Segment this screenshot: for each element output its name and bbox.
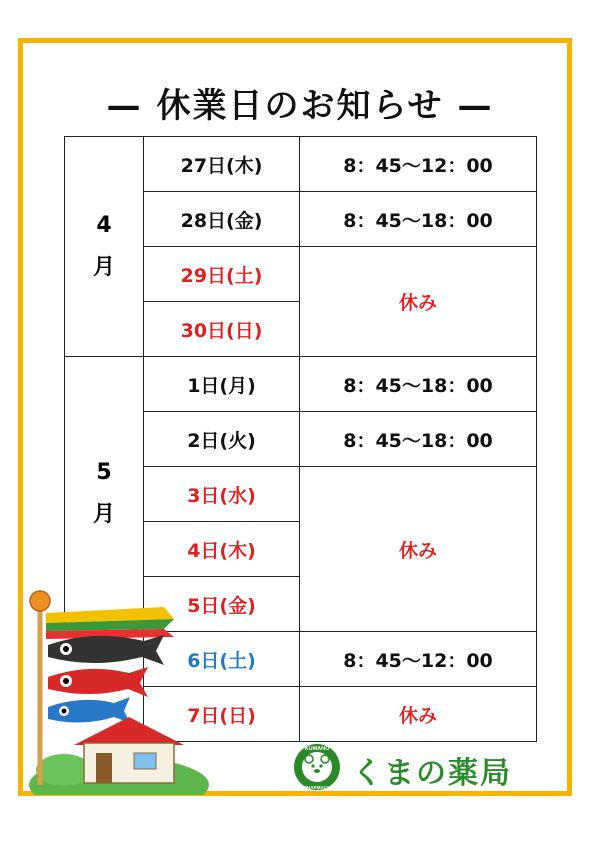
hours-cell: 8：45〜18：00 xyxy=(300,357,537,412)
koinobori-decoration-icon xyxy=(24,585,224,795)
title-dash-right: — xyxy=(457,86,494,126)
day-cell: 5日(金) xyxy=(144,577,300,632)
hours-cell: 8：45〜18：00 xyxy=(300,412,537,467)
day-cell: 30日(日) xyxy=(144,302,300,357)
day-cell: 27日(木) xyxy=(144,137,300,192)
logo-ring-top: KUMANO xyxy=(304,746,330,752)
closed-cell: 休み xyxy=(300,247,537,357)
table-row xyxy=(65,137,537,192)
day-cell: 29日(土) xyxy=(144,247,300,302)
hours-cell: 8：45〜12：00 xyxy=(300,632,537,687)
hours-cell: 8：45〜18：00 xyxy=(300,192,537,247)
month-kanji: 月 xyxy=(92,254,115,280)
closed-cell: 休み xyxy=(300,467,537,632)
day-cell: 4日(木) xyxy=(144,522,300,577)
closed-cell: 休み xyxy=(300,687,537,742)
title-text: 休業日のお知らせ xyxy=(156,86,444,126)
month-number: 4 xyxy=(96,212,112,238)
day-cell: 1日(月) xyxy=(144,357,300,412)
month-kanji: 月 xyxy=(92,502,115,528)
page-title xyxy=(0,78,600,127)
day-cell: 28日(金) xyxy=(144,192,300,247)
bear-logo-icon xyxy=(292,742,342,792)
logo-ring-bottom: PHARMACY xyxy=(303,785,331,790)
month-number: 5 xyxy=(96,460,112,486)
title-dash-left: — xyxy=(106,86,143,126)
day-cell: 7日(日) xyxy=(144,687,300,742)
pharmacy-name: くまの薬局 xyxy=(352,756,512,791)
pharmacy-logo xyxy=(292,742,552,790)
day-cell: 2日(火) xyxy=(144,412,300,467)
hours-cell: 8：45〜12：00 xyxy=(300,137,537,192)
table-row xyxy=(65,357,537,412)
month-april-cell xyxy=(65,137,144,357)
day-cell: 3日(水) xyxy=(144,467,300,522)
day-cell: 6日(土) xyxy=(144,632,300,687)
